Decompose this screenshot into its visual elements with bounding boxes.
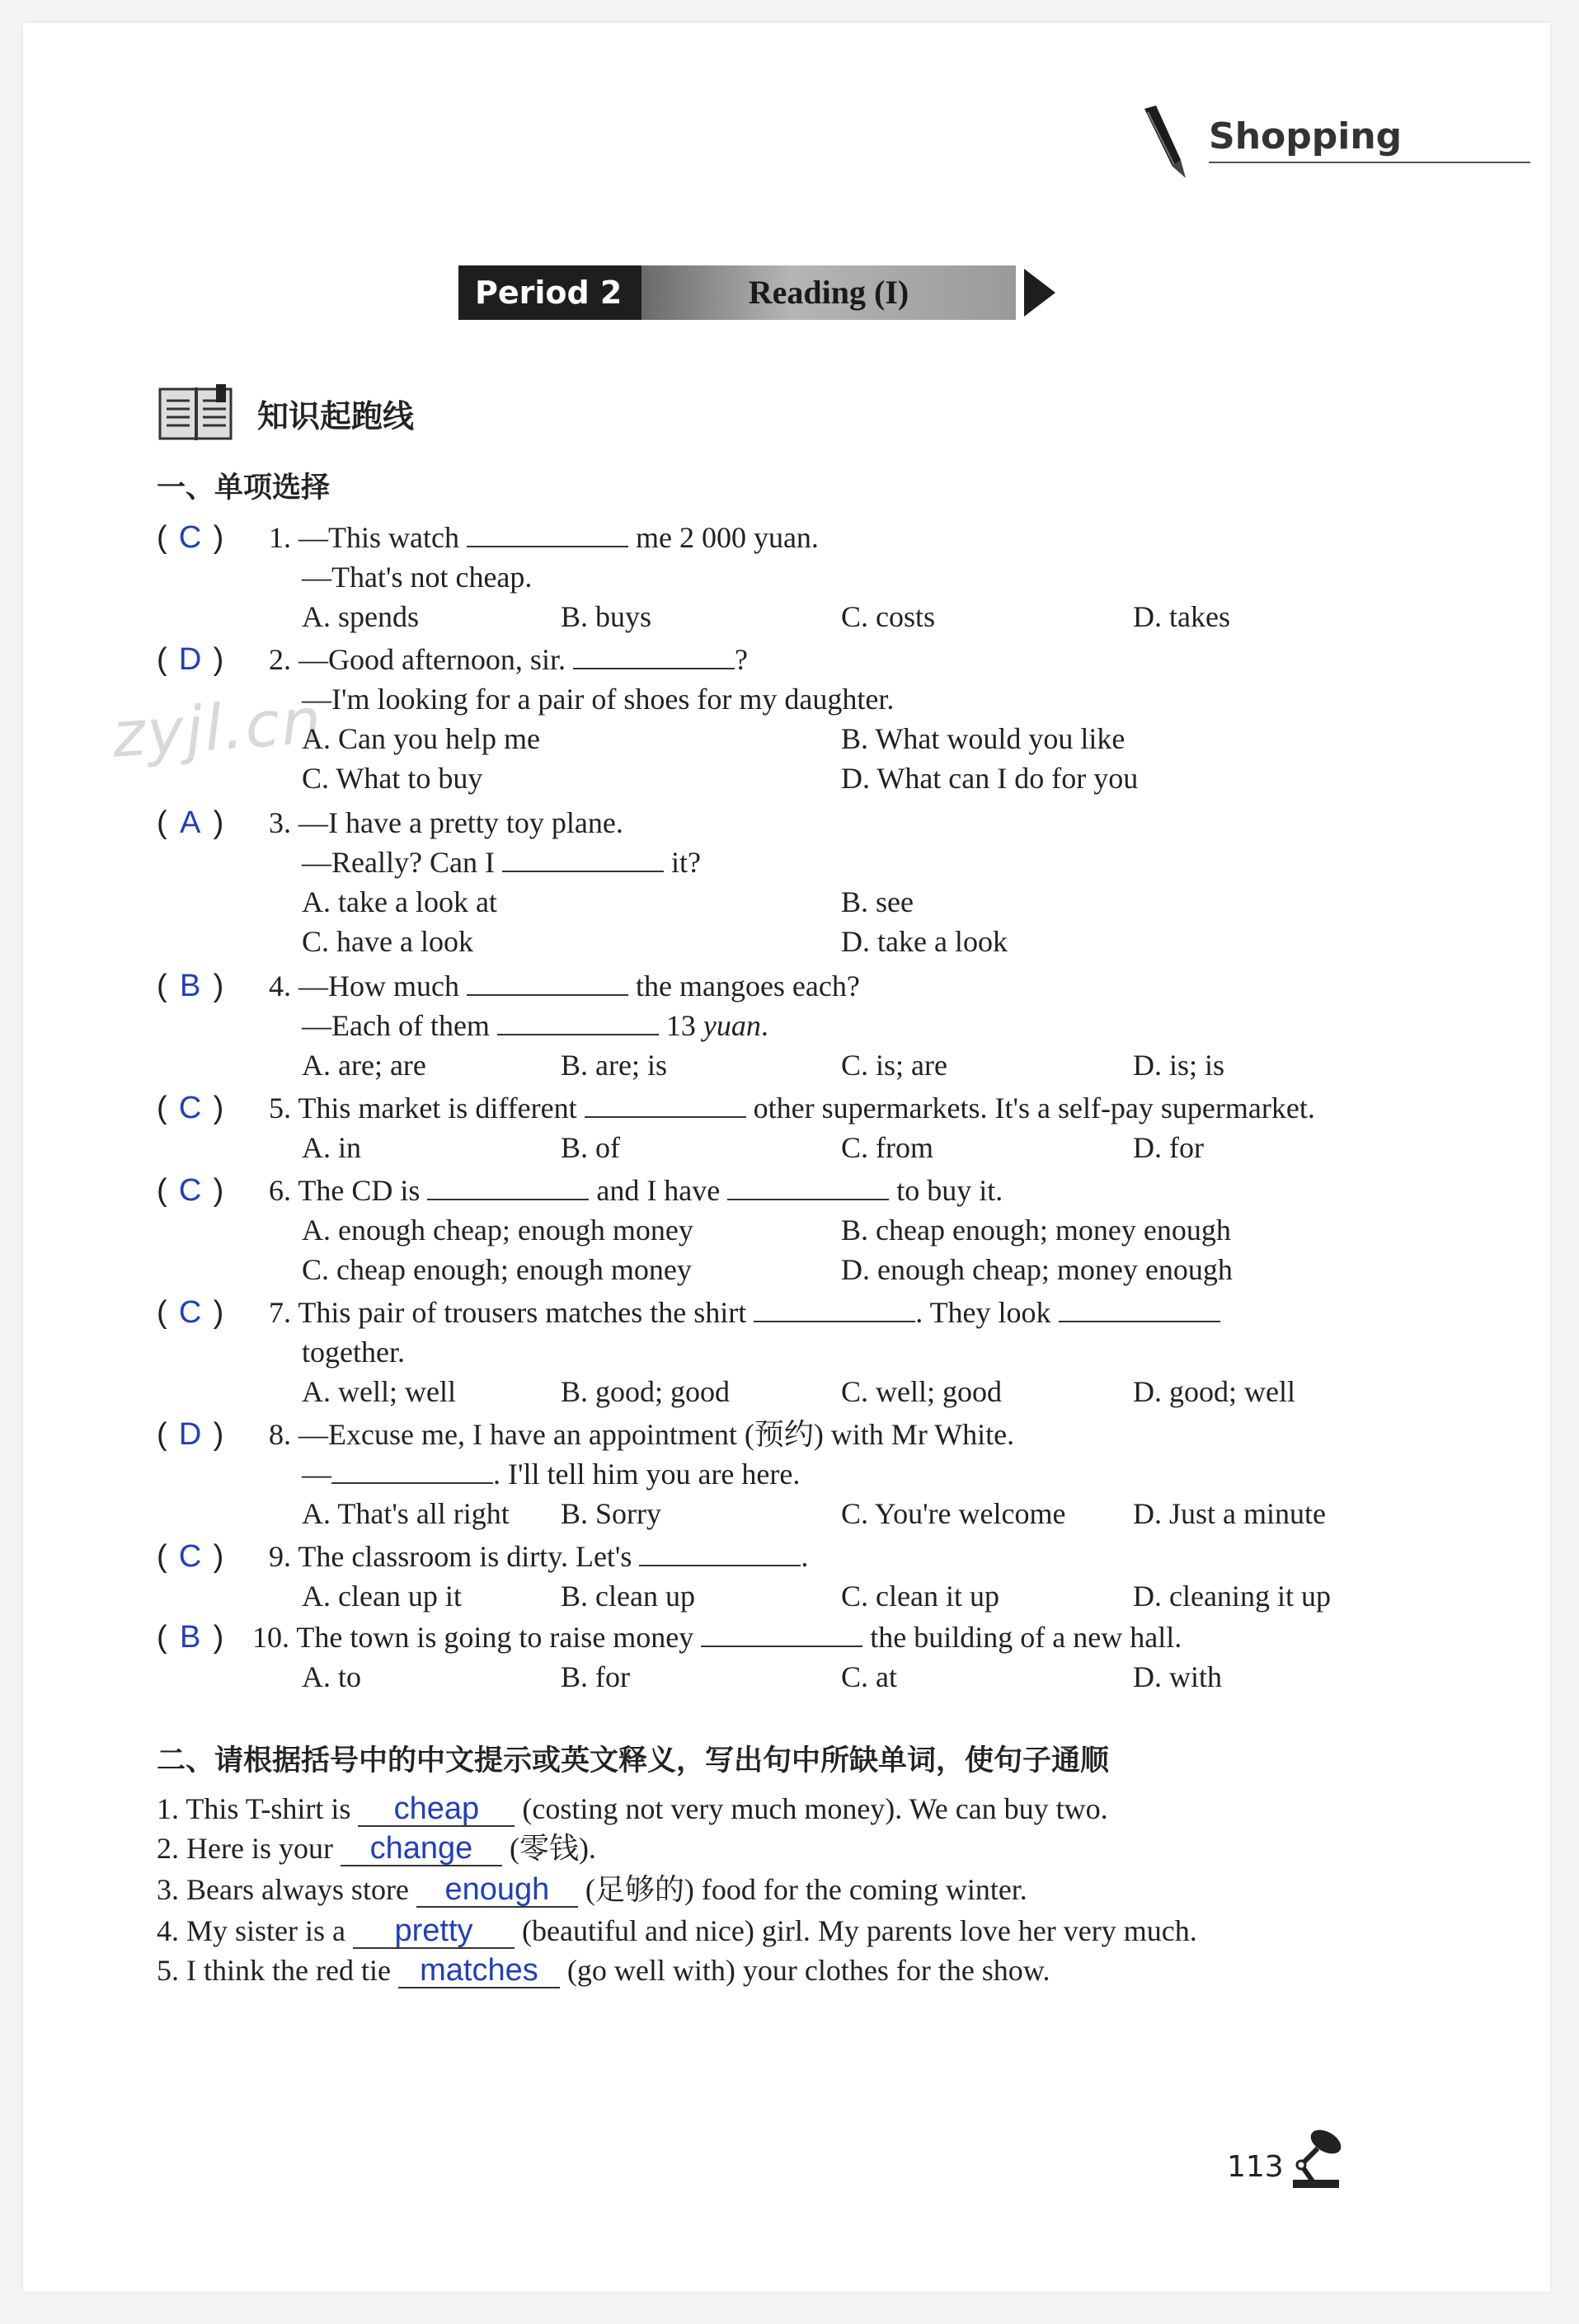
option: C. at xyxy=(841,1660,897,1693)
question-line: 6. The CD is and I have to buy it. xyxy=(269,1174,1003,1207)
option: D. with xyxy=(1133,1660,1222,1693)
question-line: — . I'll tell him you are here. xyxy=(302,1458,801,1491)
answer-bracket: ( B ) xyxy=(157,969,224,1003)
option: B. good; good xyxy=(561,1375,731,1408)
question-line: 4. —How much the mangoes each? xyxy=(269,970,860,1002)
question-line: 7. This pair of trousers matches the shirt . They look xyxy=(269,1294,1220,1331)
option: D. takes xyxy=(1133,600,1230,633)
answer-bracket: ( C ) xyxy=(157,1295,224,1330)
option: A. take a look at xyxy=(302,885,497,918)
question-line: —Really? Can I it? xyxy=(302,846,701,879)
option: D. good; well xyxy=(1133,1375,1295,1408)
fill-item: 5. I think the red tie matches (go well with) your clothes for the show. xyxy=(157,1953,1050,1988)
option: C. clean it up xyxy=(841,1580,999,1613)
watermark: zyjl.cn xyxy=(110,683,326,772)
banner-arrow-icon xyxy=(1024,269,1055,317)
question-line: 9. The classroom is dirty. Let's . xyxy=(269,1540,809,1573)
answer-bracket: ( C ) xyxy=(157,1173,224,1208)
option: D. cleaning it up xyxy=(1133,1580,1331,1613)
option: B. for xyxy=(561,1660,630,1693)
option: A. enough cheap; enough money xyxy=(302,1214,693,1247)
option: B. cheap enough; money enough xyxy=(841,1214,1231,1247)
part1-heading: 一、单项选择 xyxy=(157,472,331,505)
desk-lamp-icon xyxy=(1276,2124,1351,2191)
option: B. see xyxy=(841,885,914,918)
question-line: —Each of them 13 yuan. xyxy=(302,1009,768,1042)
question-line: 1. —This watch me 2 000 yuan. xyxy=(269,521,819,554)
option: A. spends xyxy=(302,600,419,633)
header-rule xyxy=(1209,162,1530,163)
period-label: Period 2 xyxy=(458,265,641,320)
fill-item: 3. Bears always store enough (足够的) food for the coming winter. xyxy=(157,1872,1027,1907)
option: A. That's all right xyxy=(302,1497,510,1530)
option: A. well; well xyxy=(302,1375,456,1408)
option: D. enough cheap; money enough xyxy=(841,1253,1233,1286)
option: D. Just a minute xyxy=(1133,1497,1326,1530)
question-line: 8. —Excuse me, I have an appointment (预约) with Mr White. xyxy=(269,1418,1015,1451)
option: B. clean up xyxy=(561,1580,695,1613)
question-line: 5. This market is different other supermarkets. It's a self-pay supermarket. xyxy=(269,1092,1315,1124)
question-line: 2. —Good afternoon, sir. ? xyxy=(269,643,748,676)
option: D. take a look xyxy=(841,925,1008,958)
option: D. is; is xyxy=(1133,1049,1225,1082)
option: D. for xyxy=(1133,1131,1204,1164)
knowledge-label: 知识起跑线 xyxy=(257,398,415,434)
option: C. What to buy xyxy=(302,762,483,795)
answer-bracket: ( A ) xyxy=(157,805,224,840)
option: B. What would you like xyxy=(841,722,1126,755)
option: B. of xyxy=(561,1131,620,1164)
answer-bracket: ( C ) xyxy=(157,1091,224,1125)
answer-bracket: ( D ) xyxy=(157,642,224,677)
question-line: 3. —I have a pretty toy plane. xyxy=(269,806,623,839)
option: A. clean up it xyxy=(302,1580,462,1613)
question-line: —I'm looking for a pair of shoes for my daughter. xyxy=(302,683,895,716)
fill-item: 4. My sister is a pretty (beautiful and nice) girl. My parents love her very much. xyxy=(157,1913,1197,1948)
pen-icon xyxy=(1138,106,1196,180)
section-label: Reading (I) xyxy=(641,265,1016,320)
option: C. well; good xyxy=(841,1375,1002,1408)
answer-bracket: ( C ) xyxy=(157,520,224,555)
question-line: together. xyxy=(302,1336,405,1369)
option: B. Sorry xyxy=(561,1497,662,1530)
option: C. is; are xyxy=(841,1049,947,1082)
chapter-header xyxy=(1138,106,1534,180)
answer-bracket: ( B ) xyxy=(157,1620,224,1655)
option: C. have a look xyxy=(302,925,473,958)
book-icon xyxy=(158,384,234,442)
question-line: —That's not cheap. xyxy=(302,561,533,594)
page-number: 113 xyxy=(1227,2150,1284,2184)
chapter-title: Shopping xyxy=(1209,115,1403,157)
option: C. costs xyxy=(841,600,936,633)
option: A. Can you help me xyxy=(302,722,540,755)
option: A. to xyxy=(302,1660,361,1693)
question-line: 10. The town is going to raise money the building of a new hall. xyxy=(252,1621,1182,1654)
option: B. are; is xyxy=(561,1049,667,1082)
fill-item: 1. This T-shirt is cheap (costing not very much money). We can buy two. xyxy=(157,1791,1108,1826)
option: A. in xyxy=(302,1131,361,1164)
answer-bracket: ( D ) xyxy=(157,1417,224,1452)
option: A. are; are xyxy=(302,1049,426,1082)
part2-heading: 二、请根据括号中的中文提示或英文释义，写出句中所缺单词，使句子通顺 xyxy=(157,1744,1110,1777)
fill-item: 2. Here is your change (零钱). xyxy=(157,1831,596,1866)
option: C. from xyxy=(841,1131,933,1164)
answer-bracket: ( C ) xyxy=(157,1539,224,1574)
option: C. You're welcome xyxy=(841,1497,1066,1530)
option: C. cheap enough; enough money xyxy=(302,1253,692,1286)
option: D. What can I do for you xyxy=(841,762,1139,795)
period-banner xyxy=(458,265,1060,320)
option: B. buys xyxy=(561,600,652,633)
